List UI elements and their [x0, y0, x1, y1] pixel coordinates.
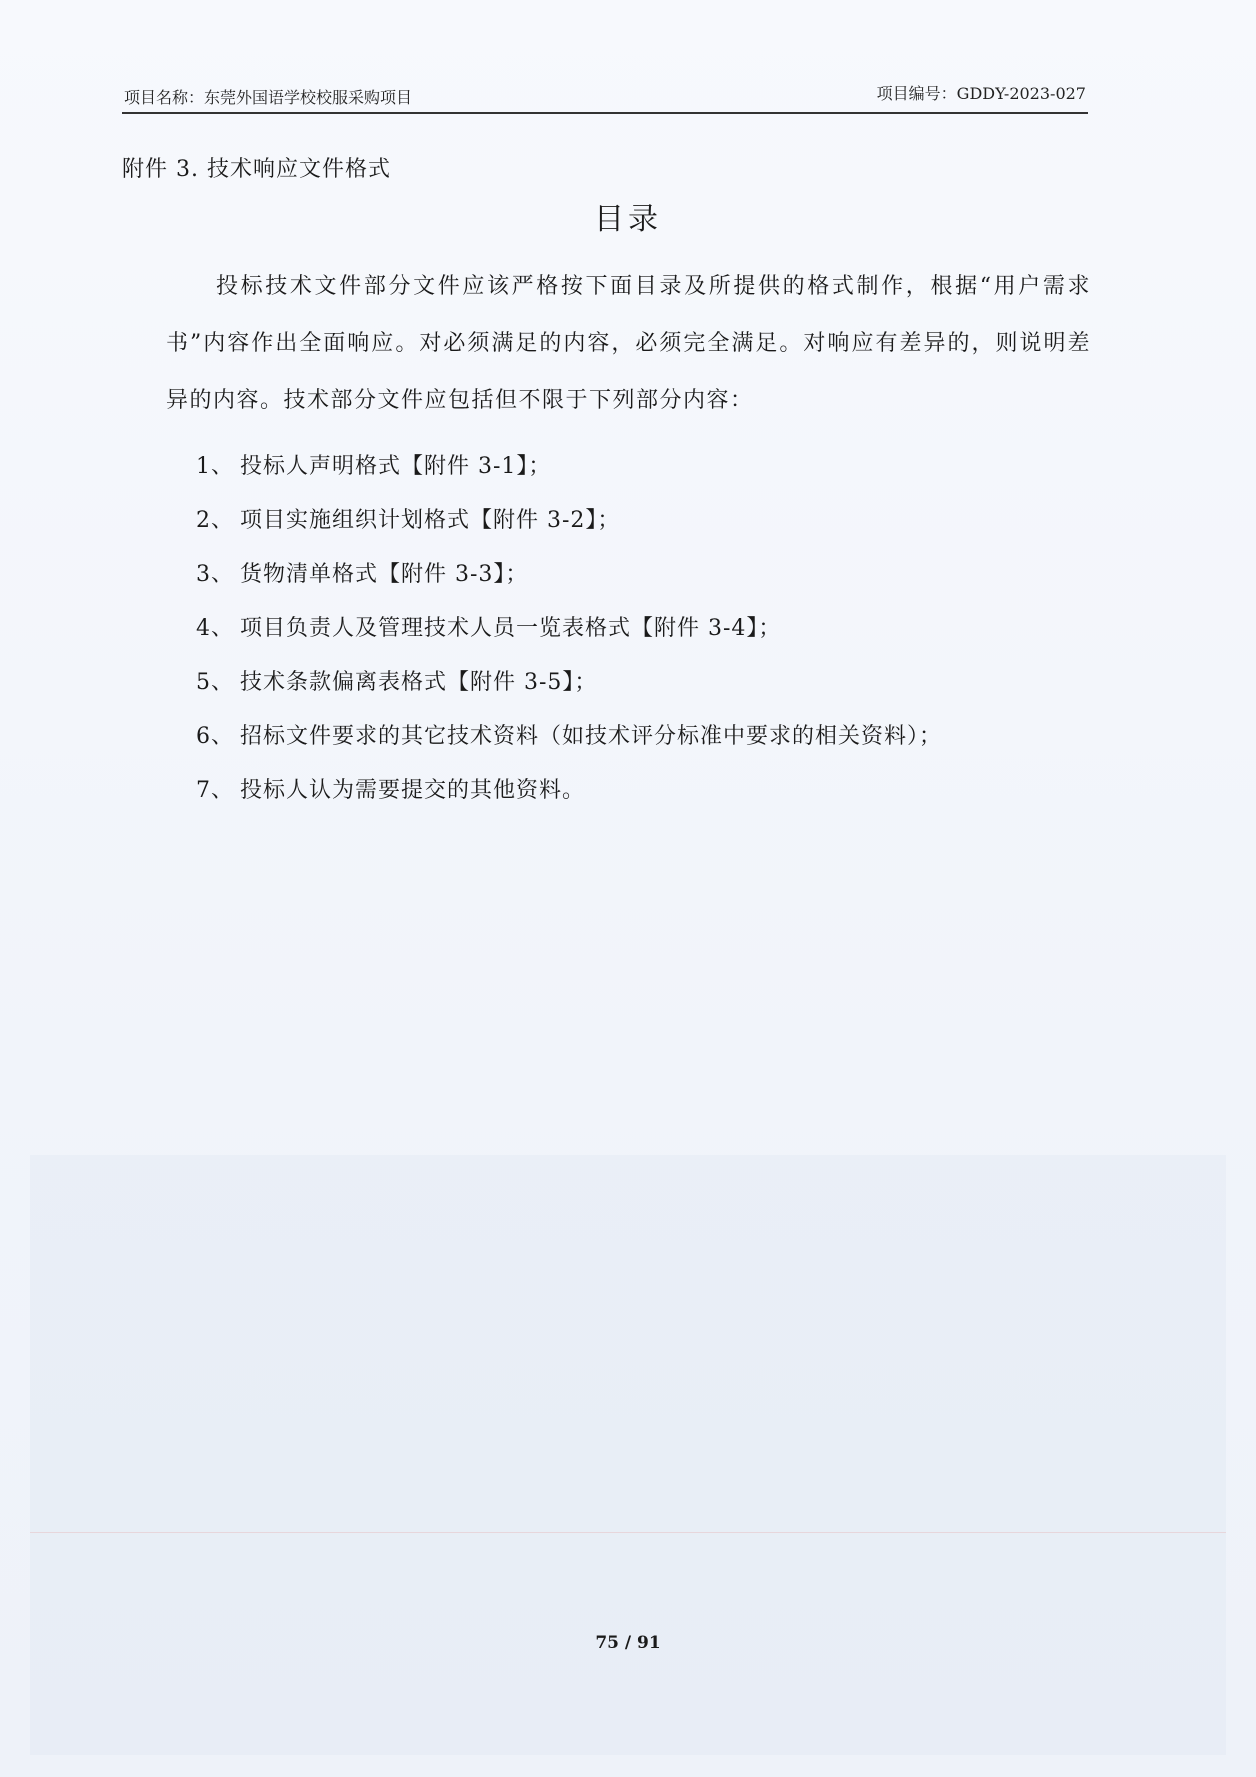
toc-title: 目录 — [594, 202, 662, 237]
list-item — [196, 710, 942, 764]
item-number: 4、 — [196, 616, 234, 641]
project-name: 项目名称：东莞外国语学校校服采购项目 — [124, 88, 413, 107]
item-text: 项目实施组织计划格式【附件 3-2】； — [240, 508, 621, 533]
item-number: 5、 — [196, 670, 234, 695]
intro-paragraph: 投标技术文件部分文件应该严格按下面目录及所提供的格式制作，根据“用户需求书”内容作出全面响应。对必须满足的内容，必须完全满足。对响应有差异的，则说明差异的内容。技术部分文件应包括但不限于下列部分内容： — [166, 274, 1091, 413]
item-number: 1、 — [196, 454, 234, 479]
page-number: 75 / 91 — [595, 1633, 661, 1653]
item-text: 投标人认为需要提交的其他资料。 — [240, 778, 586, 803]
item-number: 2、 — [196, 508, 234, 533]
scan-shading — [30, 1155, 1226, 1755]
list-item — [196, 764, 942, 818]
list-item — [196, 548, 942, 602]
item-text: 项目负责人及管理技术人员一览表格式【附件 3-4】； — [240, 616, 782, 641]
item-number: 3、 — [196, 562, 234, 587]
page-header — [122, 84, 1088, 114]
list-item — [196, 494, 942, 548]
item-number: 6、 — [196, 724, 234, 749]
toc-list — [196, 440, 942, 818]
item-text: 投标人声明格式【附件 3-1】； — [240, 454, 552, 479]
project-number: 项目编号：GDDY-2023-027 — [876, 84, 1086, 103]
list-item — [196, 440, 942, 494]
item-text: 技术条款偏离表格式【附件 3-5】； — [240, 670, 598, 695]
list-item — [196, 656, 942, 710]
annex-title: 附件 3. 技术响应文件格式 — [122, 157, 391, 182]
item-text: 招标文件要求的其它技术资料（如技术评分标准中要求的相关资料）； — [240, 724, 943, 749]
item-text: 货物清单格式【附件 3-3】； — [240, 562, 529, 587]
item-number: 7、 — [196, 778, 234, 803]
scan-line — [30, 1532, 1226, 1533]
list-item — [196, 602, 942, 656]
